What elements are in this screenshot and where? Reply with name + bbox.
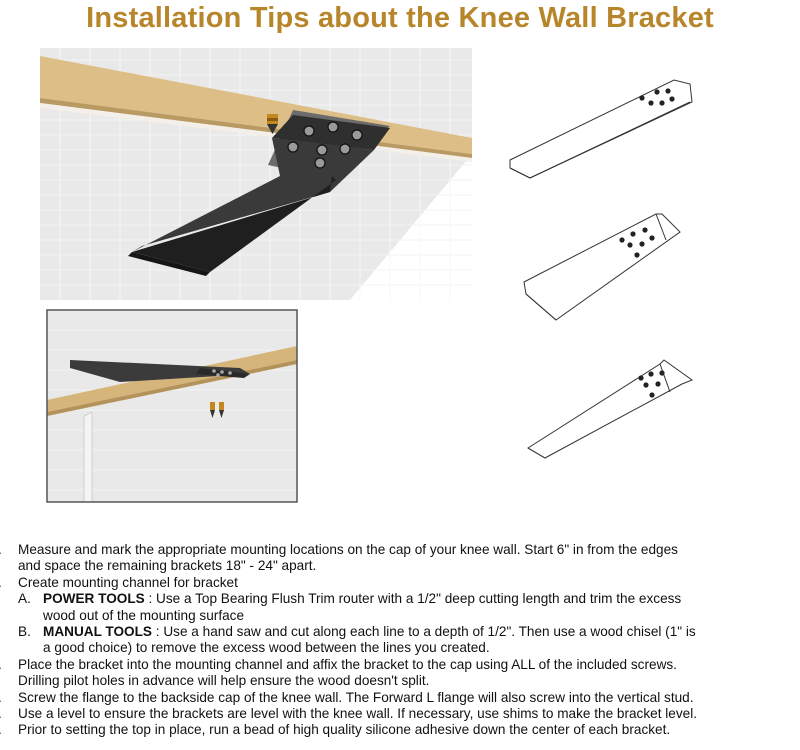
substep-text-line: a good choice) to remove the excess wood between the lines you created. <box>43 640 490 656</box>
step-text-line: Place the bracket into the mounting channel and affix the bracket to the cap using ALL of the included screws. <box>18 656 677 672</box>
step-marker <box>0 542 6 558</box>
instruction-step-5 <box>0 706 800 722</box>
instruction-step-4 <box>0 690 800 706</box>
main-scene-illustration <box>40 48 472 300</box>
substep-text-line <box>43 591 800 607</box>
substep-text: : Use a hand saw and cut along each line to a depth of 1/2". Then use a wood chisel (1" is <box>152 624 696 640</box>
page-title: Installation Tips about the Knee Wall Bracket <box>86 2 714 34</box>
step-text-line: Create mounting channel for bracket <box>18 574 238 590</box>
instruction-step-3 <box>0 657 800 690</box>
substep-text-line: wood out of the mounting surface <box>43 607 245 623</box>
instruction-step-1 <box>0 542 800 575</box>
step-marker <box>0 706 6 722</box>
step-marker <box>0 575 6 591</box>
substep-letter: B. <box>18 624 31 640</box>
step-marker <box>0 657 6 673</box>
instruction-list <box>0 542 800 739</box>
step-text-line: Use a level to ensure the brackets are level with the knee wall. If necessary, use shims to make the bracket level. <box>18 706 698 722</box>
instruction-step-2 <box>0 575 800 591</box>
substep-text: : Use a Top Bearing Flush Trim router with a 1/2" deep cutting length and trim the excess <box>144 591 682 607</box>
step-text-line: and space the remaining brackets 18" - 24" apart. <box>18 558 317 574</box>
instruction-substep-a <box>0 591 800 624</box>
installation-illustration <box>0 40 800 520</box>
step-marker <box>0 722 6 738</box>
step-text-line: Drilling pilot holes in advance will help ensure the wood doesn't split. <box>18 673 430 689</box>
step-text-line: Screw the flange to the backside cap of the knee wall. The Forward L flange will also screw into the vertical stud. <box>18 689 694 705</box>
substep-label: POWER TOOLS <box>43 591 145 607</box>
instruction-step-6 <box>0 722 800 738</box>
instruction-substep-b <box>0 624 800 657</box>
substep-text-line <box>43 624 800 640</box>
step-text-line: Measure and mark the appropriate mounting locations on the cap of your knee wall. Start 6" in from the edges <box>18 542 678 557</box>
bracket-diagram-top <box>510 80 692 178</box>
bracket-diagram-middle <box>524 214 680 320</box>
bracket-diagram-bottom <box>528 360 692 458</box>
substep-letter: A. <box>18 591 31 607</box>
substep-label: MANUAL TOOLS <box>43 624 153 640</box>
inset-scene-illustration <box>47 310 297 502</box>
step-text-line: Prior to setting the top in place, run a bead of high quality silicone adhesive down the center of each bracket. <box>18 722 671 738</box>
step-marker <box>0 690 6 706</box>
